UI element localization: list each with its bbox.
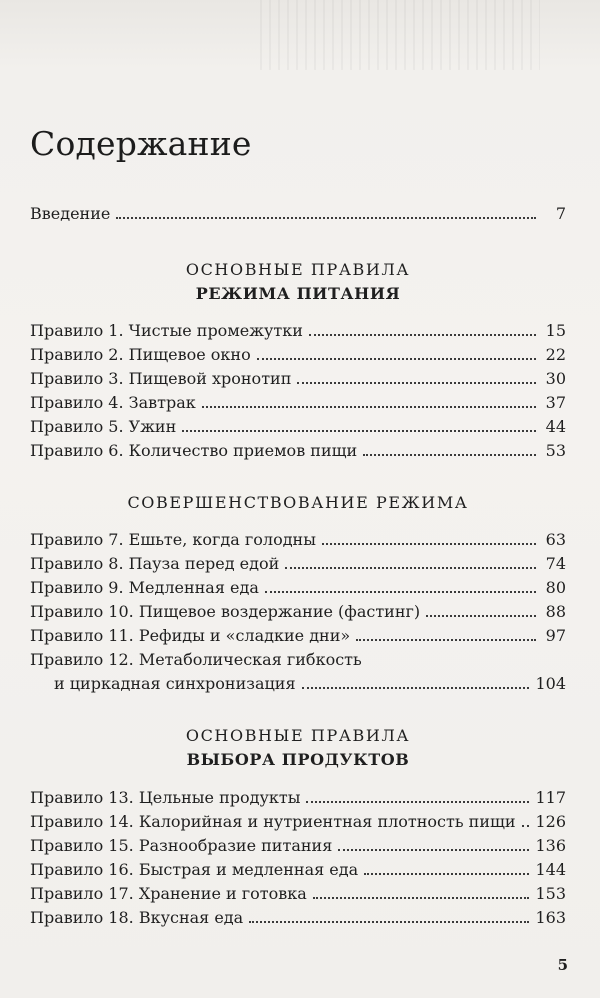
toc-entry-label: Правило 15. Разнообразие питания [30,836,333,855]
toc-entry[interactable] [30,625,566,647]
section-heading: ВЫБОРА ПРОДУКТОВ [186,750,410,769]
toc-page-number: 117 [535,788,566,807]
toc-entry-intro[interactable] [30,203,566,225]
toc-page-number: 22 [545,345,566,364]
show-through-texture [260,0,540,70]
dot-leader [309,334,536,336]
dot-leader [302,687,530,689]
dot-leader [306,801,529,803]
toc-entry[interactable] [30,907,566,929]
dot-leader [322,543,536,545]
toc-entry[interactable] [30,320,566,342]
toc-entry[interactable] [30,835,566,857]
page-title: Содержание [30,124,252,163]
toc-entry[interactable] [30,416,566,438]
toc-page-number: 163 [535,908,566,927]
toc-entry[interactable] [30,440,566,462]
toc-entry-label: Правило 2. Пищевое окно [30,345,251,364]
toc-entry[interactable] [30,577,566,599]
section-heading: ОСНОВНЫЕ ПРАВИЛА [185,726,411,745]
toc-entry-label: Правило 8. Пауза перед едой [30,554,280,573]
toc-entry-label: Правило 16. Быстрая и медленная еда [30,860,359,879]
dot-leader [249,921,529,923]
toc-entry-label: Правило 11. Рефиды и «сладкие дни» [30,626,351,645]
dot-leader [297,382,536,384]
toc-entry-label: Правило 10. Пищевое воздержание (фастинг) [30,602,421,621]
section-heading: СОВЕРШЕНСТВОВАНИЕ РЕЖИМА [127,493,469,512]
toc-entry[interactable] [30,883,566,905]
dot-leader [338,849,529,851]
dot-leader [285,567,536,569]
dot-leader [364,873,529,875]
toc-page-number: 80 [545,578,566,597]
toc-page-number: 37 [545,393,566,412]
section-heading: РЕЖИМА ПИТАНИЯ [195,284,401,303]
toc-entry-label: Правило 9. Медленная еда [30,578,259,597]
toc-entry[interactable] [30,368,566,390]
dot-leader [426,615,536,617]
toc-page-number: 153 [535,884,566,903]
toc-entry[interactable] [30,811,566,833]
toc-entry[interactable] [30,673,566,695]
toc-entry-label: Правило 17. Хранение и готовка [30,884,307,903]
toc-entry[interactable] [30,553,566,575]
toc-page-number: 7 [555,204,566,223]
toc-entry-label: Правило 5. Ужин [30,417,177,436]
dot-leader [522,825,530,827]
dot-leader [257,358,536,360]
toc-page-number: 44 [545,417,566,436]
dot-leader [182,430,536,432]
toc-entry[interactable] [30,859,566,881]
toc-entry[interactable] [30,601,566,623]
toc-page-number: 53 [545,441,566,460]
toc-entry-label: Правило 13. Цельные продукты [30,788,301,807]
toc-entry[interactable] [30,392,566,414]
toc-entry-label: Введение [30,204,111,223]
section-heading: ОСНОВНЫЕ ПРАВИЛА [185,260,411,279]
toc-entry[interactable] [30,344,566,366]
toc-page-number: 144 [535,860,566,879]
dot-leader [202,406,536,408]
toc-entry[interactable] [30,529,566,551]
toc-entry-label-line1[interactable]: Правило 12. Метаболическая гибкость [30,650,362,669]
toc-page-number: 104 [535,674,566,693]
toc-page-number: 74 [545,554,566,573]
toc-page-number: 63 [545,530,566,549]
page-number: 5 [557,956,568,974]
dot-leader [363,454,536,456]
toc-entry-label: Правило 3. Пищевой хронотип [30,369,292,388]
toc-page-number: 126 [535,812,566,831]
toc-page-number: 97 [545,626,566,645]
dot-leader [116,217,536,219]
toc-entry-label: и циркадная синхронизация [54,674,296,693]
dot-leader [313,897,530,899]
toc-entry-label: Правило 18. Вкусная еда [30,908,244,927]
dot-leader [356,639,536,641]
toc-page-number: 136 [535,836,566,855]
toc-entry-label: Правило 4. Завтрак [30,393,196,412]
toc-entry-label: Правило 6. Количество приемов пищи [30,441,358,460]
toc-page-number: 15 [545,321,566,340]
toc-page-number: 88 [545,602,566,621]
toc-entry-label: Правило 14. Калорийная и нутриентная плотность пищи [30,812,516,831]
toc-page-number: 30 [545,369,566,388]
toc-entry[interactable] [30,787,566,809]
dot-leader [265,591,536,593]
toc-entry-label: Правило 7. Ешьте, когда голодны [30,530,316,549]
toc-entry-label: Правило 1. Чистые промежутки [30,321,303,340]
